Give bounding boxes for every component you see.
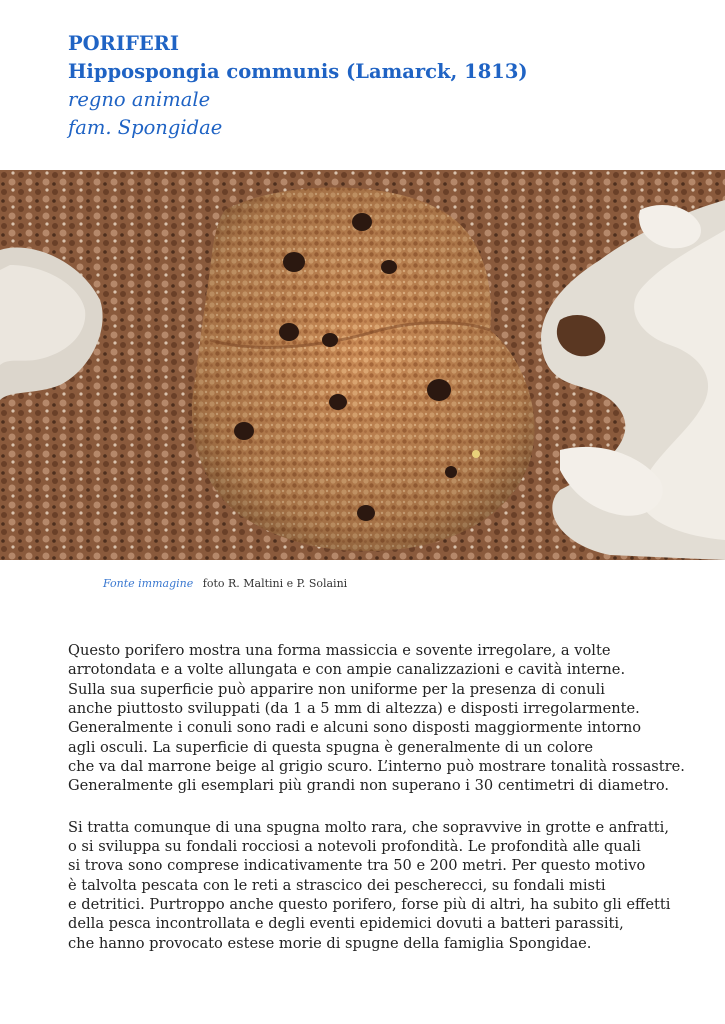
text-line: arrotondata e a volte allungata e con ampie canalizzazioni e cavità interne. bbox=[68, 661, 626, 679]
text-line: Questo porifero mostra una forma massiccia e sovente irregolare, a volte bbox=[68, 642, 611, 659]
kingdom-label: regno animale bbox=[68, 88, 211, 111]
caption-credit: foto R. Maltini e P. Solaini bbox=[202, 577, 348, 590]
text-line: Generalmente gli esemplari più grandi non superano i 30 centimetri di diametro. bbox=[68, 777, 670, 795]
text-line: che va dal marrone beige al grigio scuro. L’interno può mostrare tonalità rossastre. bbox=[68, 758, 685, 776]
text-line: anche piuttosto sviluppati (da 1 a 5 mm di altezza) e disposti irregolarmente. bbox=[68, 700, 640, 718]
text-line: della pesca incontrollata e degli eventi epidemici dovuti a batteri parassiti, bbox=[68, 915, 624, 933]
text-line: si trova sono comprese indicativamente tra 50 e 200 metri. Per questo motivo bbox=[68, 857, 646, 875]
text-line: Generalmente i conuli sono radi e alcuni sono disposti maggiormente intorno bbox=[68, 719, 642, 737]
text-line: o si sviluppa su fondali rocciosi a notevoli profondità. Le profondità alle quali bbox=[68, 838, 641, 856]
text-line: che hanno provocato estese morie di spugne della famiglia Spongidae. bbox=[68, 934, 592, 952]
text-line: agli osculi. La superficie di questa spugna è generalmente di un colore bbox=[68, 738, 593, 756]
text-line: Sulla sua superficie può apparire non uniforme per la presenza di conuli bbox=[68, 680, 605, 698]
paragraph-habitat bbox=[68, 818, 671, 953]
family-label: fam. Spongidae bbox=[68, 116, 223, 139]
paragraph-morphology bbox=[68, 641, 685, 796]
species-title: Hippospongia communis (Lamarck, 1813) bbox=[68, 60, 528, 83]
text-line: Si tratta comunque di una spugna molto rara, che sopravvive in grotte e anfratti, bbox=[68, 818, 669, 836]
description-text bbox=[68, 641, 685, 975]
image-caption bbox=[103, 577, 347, 590]
phylum-title: PORIFERI bbox=[68, 32, 180, 55]
sponge-photo bbox=[0, 170, 725, 560]
text-line: è talvolta pescata con le reti a strascico dei pescherecci, su fondali misti bbox=[68, 876, 606, 894]
species-header bbox=[68, 30, 528, 142]
caption-label: Fonte immagine bbox=[103, 577, 194, 590]
text-line: e detritici. Purtroppo anche questo porifero, forse più di altri, ha subito gli effetti bbox=[68, 896, 671, 914]
